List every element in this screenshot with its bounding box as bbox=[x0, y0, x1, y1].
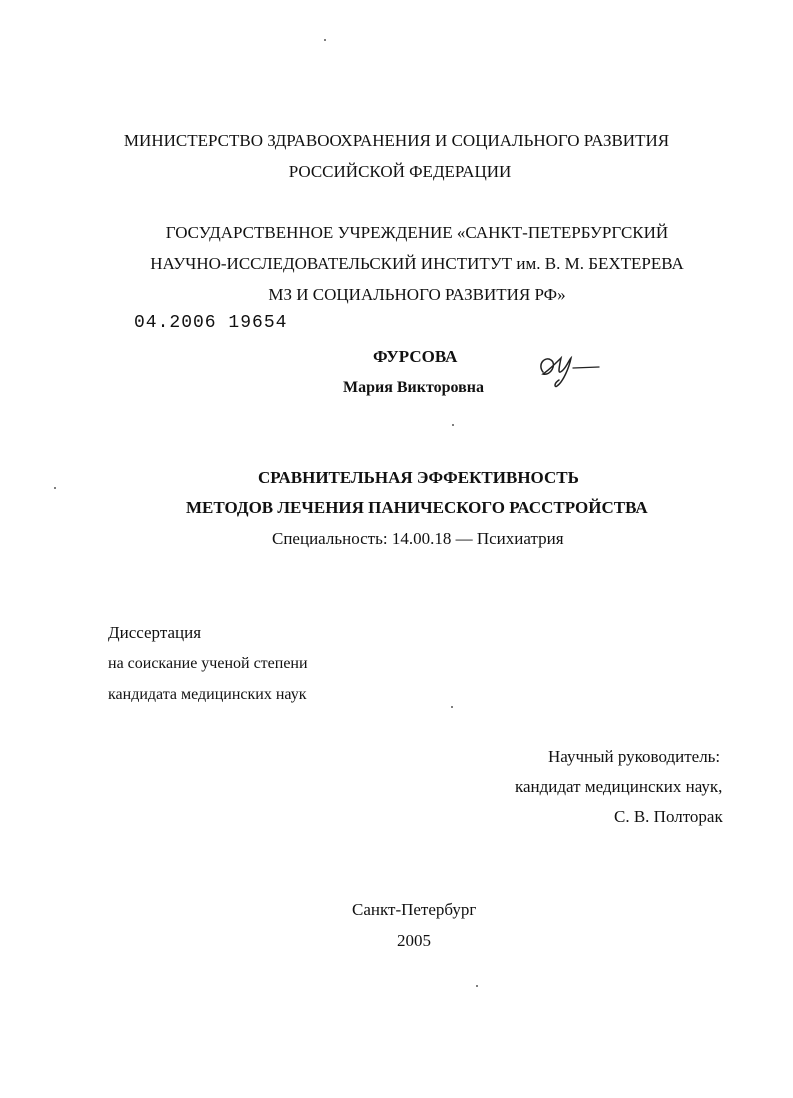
registration-number: 04.2006 19654 bbox=[134, 313, 288, 333]
ministry-line-1: МИНИСТЕРСТВО ЗДРАВООХРАНЕНИЯ И СОЦИАЛЬНОГО РАЗВИТИЯ bbox=[123, 131, 670, 150]
supervisor-name: С. В. Полторак bbox=[614, 807, 723, 826]
scan-speck bbox=[476, 985, 478, 987]
dissertation-line-2: на соискание ученой степени bbox=[108, 655, 308, 672]
city: Санкт-Петербург bbox=[352, 900, 477, 919]
year: 2005 bbox=[397, 931, 431, 950]
institution-line-2: НАУЧНО-ИССЛЕДОВАТЕЛЬСКИЙ ИНСТИТУТ им. В. М. БЕХТЕРЕВА bbox=[150, 254, 684, 273]
author-given-names: Мария Викторовна bbox=[343, 379, 484, 396]
institution-line-3: МЗ И СОЦИАЛЬНОГО РАЗВИТИЯ РФ» bbox=[268, 285, 566, 304]
signature-mark bbox=[533, 348, 603, 390]
supervisor-label: Научный руководитель: bbox=[548, 747, 721, 766]
dissertation-line-3: кандидата медицинских наук bbox=[108, 686, 307, 703]
thesis-title-line-1: СРАВНИТЕЛЬНАЯ ЭФФЕКТИВНОСТЬ bbox=[258, 468, 579, 487]
scan-speck bbox=[451, 706, 453, 708]
scan-speck bbox=[452, 424, 454, 426]
institution-line-1: ГОСУДАРСТВЕННОЕ УЧРЕЖДЕНИЕ «САНКТ-ПЕТЕРБУРГСКИЙ bbox=[165, 223, 669, 242]
author-surname: ФУРСОВА bbox=[373, 347, 458, 366]
scan-speck bbox=[324, 39, 326, 41]
ministry-line-2: РОССИЙСКОЙ ФЕДЕРАЦИИ bbox=[288, 162, 512, 181]
specialty: Специальность: 14.00.18 — Психиатрия bbox=[272, 529, 564, 548]
scan-speck bbox=[54, 487, 56, 489]
dissertation-line-1: Диссертация bbox=[108, 623, 202, 642]
supervisor-degree: кандидат медицинских наук, bbox=[515, 777, 723, 796]
thesis-title-line-2: МЕТОДОВ ЛЕЧЕНИЯ ПАНИЧЕСКОГО РАССТРОЙСТВА bbox=[186, 498, 648, 517]
